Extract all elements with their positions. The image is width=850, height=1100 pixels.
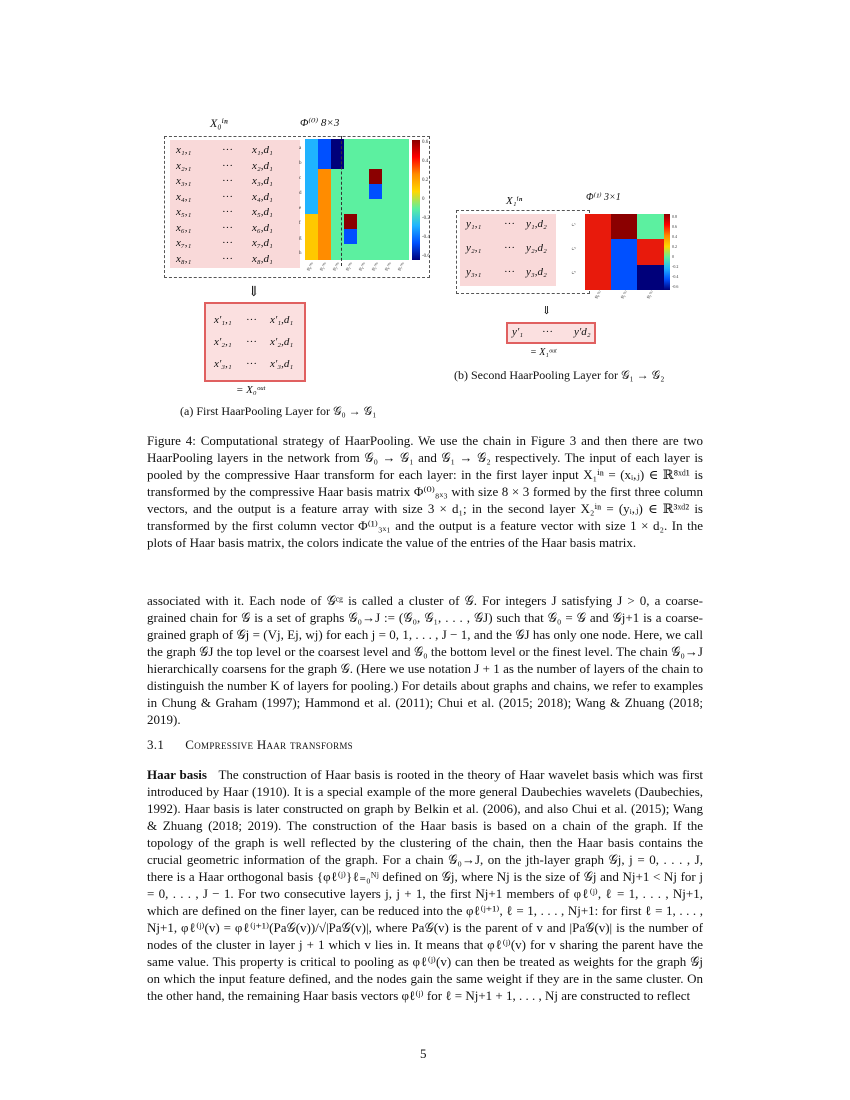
down-arrow-b: ⇓ (542, 305, 552, 317)
body-paragraph-2-text: The construction of Haar basis is rooted in the theory of Haar wavelet basis which was first introduced by Haar (1910). It is a special example of the more general Daubechies wavelets (Daubechies, 1992). Haar basis is later constructed on graph by Belkin et al. (2006), and also Chui et al. (2015); Wang & Zhuang (2018; 2019). The construction of the Haar basis is based on a chain of the graph. If the topology of the graph is well reflected by the clustering of the chain, then the Haar basis contains the crucial geometric information of the graph. For a chain 𝒢₀→J, on the jth-layer graph 𝒢j, j = 0, . . . , J, there is a Haar orthogonal basis {φℓ⁽ʲ⁾}ℓ₌₀ᴺʲ defined on 𝒢j, where Nj is the size of 𝒢j and Nj+1 < Nj for j = 0, . . . , J − 1. For two consecutive layers j, j + 1, the first Nj+1 members of φℓ⁽ʲ⁾, ℓ = 1, . . . , Nj+1, which are defined on the finer layer, can be reduced into the φℓ⁽ʲ⁺¹⁾, ℓ = 1, . . . , Nj+1: for first ℓ = 1, . . . , Nj+1, φℓ⁽ʲ⁾(v) = φℓ⁽ʲ⁺¹⁾(Pa𝒢(v))/√|Pa𝒢(v)|, where Pa𝒢(v) is the parent of v and |Pa𝒢(v)| is the number of nodes of the cluster in layer j + 1 which v lies in. It means that φℓ⁽ʲ⁾(v) for v sharing the parent have the same value. This property is critical to pooling as φℓ⁽ʲ⁾(v) can then be treated as weights for the graph 𝒢j on which the input feature defined, and the nodes gain the same weight if they are in the same cluster. On the other hand, the remaining Haar basis vectors φℓ⁽ʲ⁾ for ℓ = Nj+1 + 1, . . . , Nj are constructed to reflect (147, 767, 704, 1003)
heatmap-cell (611, 265, 638, 291)
heatmap-cell (382, 214, 395, 230)
colorbar-tick: 0 (422, 197, 425, 202)
output-entry-dots: ··· (246, 314, 257, 326)
column-tick-label: φ₆⁽⁰⁾ (383, 262, 394, 273)
matrix-entry-dots: ··· (504, 218, 515, 230)
heatmap-cell (637, 265, 664, 291)
row-letter: a (299, 146, 302, 151)
matrix-entry-dots: ··· (222, 237, 233, 249)
output-entry-last: x′₁,d₁ (270, 314, 294, 326)
output-entry-first: x′₂,₁ (214, 336, 232, 348)
heatmap-cell (357, 199, 370, 215)
heatmap-cell (357, 139, 370, 155)
colorbar-tick: 0.8 (672, 214, 677, 219)
heatmap-cell (382, 244, 395, 260)
x0-out-label: = X₀ᵒᵘᵗ (236, 384, 265, 396)
x1-out-label: = X₁ᵒᵘᵗ (530, 347, 557, 358)
figure-caption (147, 432, 703, 551)
caption-a: (a) First HaarPooling Layer for 𝒢₀ → 𝒢₁ (180, 404, 377, 418)
heatmap-cell (382, 229, 395, 245)
matrix-entry-first: x₇,₁ (176, 237, 192, 249)
row-letter: b (299, 161, 302, 166)
colorbar-tick: -0.6 (422, 254, 430, 259)
matrix-entry-last: x₆,d₁ (252, 221, 273, 234)
down-arrow-a: ⇓ (248, 285, 260, 300)
matrix-entry-last: y₁,d₂ (526, 218, 547, 230)
heatmap-cell (357, 184, 370, 200)
matrix-entry-last: x₅,d₁ (252, 206, 273, 218)
heatmap-cell (344, 229, 357, 245)
colorbar-tick: 0.2 (672, 244, 677, 249)
page-number: 5 (420, 1046, 427, 1061)
body-paragraph-2-wrap (147, 766, 703, 1004)
row-letter: h (299, 251, 302, 256)
colorbar-tick: 0.6 (672, 224, 677, 229)
heatmap-cell (395, 154, 408, 170)
heatmap-cell (369, 229, 382, 245)
column-ticks-b (582, 292, 662, 302)
haar-basis-heading: Haar basis (147, 767, 207, 782)
column-tick-label: φ₇⁽⁰⁾ (396, 262, 407, 273)
matrix-entry-last: x₄,d₁ (252, 190, 273, 203)
output-entry-dots: ··· (542, 326, 553, 338)
matrix-entry-last: y₃,d₂ (526, 266, 547, 278)
matrix-entry-last: x₂,d₁ (252, 159, 273, 172)
figure-panel-a (160, 112, 430, 422)
heatmap-cell (382, 154, 395, 170)
heatmap-cell (357, 154, 370, 170)
heatmap-cell (344, 154, 357, 170)
haar-heatmap-phi1 (585, 214, 663, 290)
matrix-entry-first: x₁,₁ (176, 144, 192, 156)
heatmap-cell (344, 244, 357, 260)
output-vector-x1 (506, 322, 596, 344)
heatmap-cell (369, 199, 382, 215)
body-paragraph-2 (147, 766, 703, 1004)
column-ticks-a (290, 264, 410, 274)
heatmap-cell (357, 169, 370, 185)
row-letter: c₂ (570, 245, 578, 252)
column-tick-label: φ₀⁽⁰⁾ (305, 262, 316, 273)
output-entry-dots: ··· (246, 336, 257, 348)
row-letter: f (299, 221, 301, 226)
column-tick-label: φ₃⁽⁰⁾ (344, 262, 355, 273)
matrix-entry-dots: ··· (222, 159, 233, 172)
input-matrix-x0 (170, 140, 300, 268)
heatmap-cell (637, 214, 664, 240)
matrix-entry-dots: ··· (504, 266, 515, 278)
colorbar-tick: 0.6 (422, 140, 429, 145)
phi1-label: Φ⁽¹⁾ 3×1 (586, 192, 621, 203)
output-entry-dots: ··· (246, 358, 257, 370)
output-entry-first: y′₁ (512, 326, 524, 338)
output-entry-last: x′₂,d₁ (270, 336, 294, 348)
column-tick-label: φ₂⁽¹⁾ (645, 290, 656, 301)
row-letter: d (299, 191, 302, 196)
output-entry-first: x′₃,₁ (214, 358, 232, 370)
heatmap-cell (611, 214, 638, 240)
section-number: 3.1 (147, 737, 165, 752)
row-letter: c₁ (570, 221, 578, 228)
matrix-entry-dots: ··· (504, 242, 515, 254)
row-letter-column-b (572, 214, 584, 286)
heatmap-cell (369, 169, 382, 185)
x0-in-label: X₀ⁱⁿ (210, 116, 228, 130)
matrix-entry-last: x₇,d₁ (252, 237, 273, 249)
heatmap-cell (344, 199, 357, 215)
input-matrix-x1 (460, 214, 556, 286)
row-letter: c (299, 176, 302, 181)
row-letter: e (299, 206, 302, 211)
column-tick-label: φ₂⁽⁰⁾ (331, 262, 342, 273)
matrix-entry-dots: ··· (222, 144, 233, 156)
heatmap-cell (585, 265, 612, 291)
heatmap-cell (369, 154, 382, 170)
row-letter: c₃ (570, 269, 578, 276)
phi0-label: Φ⁽⁰⁾ 8×3 (300, 117, 340, 129)
heatmap-cell (585, 239, 612, 265)
heatmap-cell (395, 214, 408, 230)
matrix-entry-dots: ··· (222, 206, 233, 218)
colorbar-tick: -0.6 (672, 284, 679, 289)
matrix-entry-first: x₄,₁ (176, 190, 192, 203)
matrix-entry-first: x₆,₁ (176, 221, 192, 234)
heatmap-cell (395, 139, 408, 155)
colorbar-tick: 0.4 (672, 234, 677, 239)
heatmap-cell (369, 244, 382, 260)
section-heading (147, 737, 353, 753)
heatmap-cell (369, 184, 382, 200)
colorbar-tick: -0.4 (422, 235, 430, 240)
heatmap-cell (357, 214, 370, 230)
heatmap-cell (395, 229, 408, 245)
colorbar-b-ticks (672, 214, 682, 290)
heatmap-cell (344, 184, 357, 200)
heatmap-cell (395, 199, 408, 215)
matrix-entry-dots: ··· (222, 221, 233, 234)
column-tick-label: φ₁⁽⁰⁾ (318, 262, 329, 273)
colorbar-a (412, 140, 420, 260)
matrix-entry-first: y₂,₁ (466, 242, 482, 254)
heatmap-cell (637, 239, 664, 265)
figure-panel-b (452, 192, 692, 392)
matrix-entry-last: x₃,d₁ (252, 175, 273, 187)
matrix-entry-last: x₁,d₁ (252, 144, 273, 156)
output-entry-first: x′₁,₁ (214, 314, 232, 326)
matrix-entry-first: x₂,₁ (176, 159, 192, 172)
body-paragraph-1-text: associated with it. Each node of 𝒢ᶜᵍ is called a cluster of 𝒢. For integers J satisfying J > 0, a coarse-grained chain for 𝒢 is a set of graphs 𝒢₀→J := (𝒢₀, 𝒢₁, . . . , 𝒢J) such that 𝒢₀ = 𝒢 and 𝒢j+1 is a coarse-grained graph of 𝒢j = (Vj, Ej, wj) for each j = 0, 1, . . . , J − 1, and the 𝒢J has only one node. Here, we call the graph 𝒢J the top level or the coarsest level and 𝒢₀ the bottom level or the finest level. The chain 𝒢₀→J hierarchically coarsens for the graph 𝒢. (Here we use notation J + 1 as the number of layers of the chain to distinguish the number K of layers for pooling.) For details about graphs and chains, we refer to examples in Chung & Graham (1997); Hammond et al. (2011); Chui et al. (2015; 2018); Wang & Zhuang (2018; 2019). (147, 593, 703, 727)
matrix-entry-first: x₅,₁ (176, 206, 192, 218)
body-paragraph-1 (147, 592, 703, 728)
colorbar-tick: -0.2 (672, 264, 679, 269)
heatmap-cell (395, 244, 408, 260)
heatmap-cell (344, 169, 357, 185)
column-tick-label: φ₅⁽⁰⁾ (370, 262, 381, 273)
heatmap-cell (382, 139, 395, 155)
phi0-selection-dashed (305, 136, 342, 266)
row-letter: g (299, 236, 302, 241)
heatmap-cell (344, 139, 357, 155)
matrix-entry-first: y₁,₁ (466, 218, 482, 230)
x1-in-label: X₁ⁱⁿ (506, 195, 523, 207)
column-tick-label: φ₀⁽¹⁾ (593, 290, 604, 301)
heatmap-cell (611, 239, 638, 265)
caption-b: (b) Second HaarPooling Layer for 𝒢₁ → 𝒢₂ (454, 368, 665, 382)
column-tick-label: φ₁⁽¹⁾ (619, 290, 630, 301)
matrix-entry-first: x₃,₁ (176, 175, 192, 187)
matrix-entry-first: x₈,₁ (176, 252, 192, 265)
heatmap-cell (369, 139, 382, 155)
heatmap-cell (382, 184, 395, 200)
output-matrix-x0 (204, 302, 306, 382)
heatmap-cell (382, 169, 395, 185)
heatmap-cell (357, 244, 370, 260)
matrix-entry-last: y₂,d₂ (526, 242, 547, 254)
colorbar-tick: 0.2 (422, 178, 429, 183)
heatmap-cell (357, 229, 370, 245)
heatmap-cell (395, 169, 408, 185)
colorbar-tick: 0 (672, 254, 674, 259)
section-title: Compressive Haar transforms (185, 737, 353, 752)
matrix-entry-dots: ··· (222, 252, 233, 265)
colorbar-a-ticks (422, 140, 432, 260)
colorbar-tick: -0.4 (672, 274, 679, 279)
figure-caption-text: Figure 4: Computational strategy of HaarPooling. We use the chain in Figure 3 and then there are two HaarPooling layers in the network from 𝒢₀ → 𝒢₁ and 𝒢₁ → 𝒢₂ respectively. The input of each layer is pooled by the compressive Haar transform for each layer: in the first layer input X₁ⁱⁿ = (xᵢ,ⱼ) ∈ ℝ⁸ˣᵈ¹ is transformed by the compressive Haar basis matrix Φ⁽⁰⁾₈ₓ₃ with size 8 × 3 formed by the first three column vectors, and the output is a feature array with size 3 × d₁; in the second layer X₂ⁱⁿ = (yᵢ,ⱼ) ∈ ℝ³ˣᵈ² is transformed by the first column vector Φ⁽¹⁾₃ₓ₁ and the output is a feature vector with size 1 × d₂. In the plots of Haar basis matrix, the colors indicate the value of the entries of the Haar basis matrix. (147, 433, 703, 550)
column-tick-label: φ₄⁽⁰⁾ (357, 262, 368, 273)
heatmap-cell (344, 214, 357, 230)
heatmap-cell (585, 214, 612, 240)
matrix-entry-last: x₈,d₁ (252, 252, 273, 265)
matrix-entry-dots: ··· (222, 190, 233, 203)
output-entry-last: y′d₂ (574, 326, 591, 338)
matrix-entry-first: y₃,₁ (466, 266, 482, 278)
colorbar-tick: -0.2 (422, 216, 430, 221)
colorbar-tick: 0.4 (422, 159, 429, 164)
heatmap-cell (369, 214, 382, 230)
colorbar-b (664, 214, 670, 290)
matrix-entry-dots: ··· (222, 175, 233, 187)
heatmap-cell (395, 184, 408, 200)
heatmap-cell (382, 199, 395, 215)
output-entry-last: x′₃,d₁ (270, 358, 294, 370)
